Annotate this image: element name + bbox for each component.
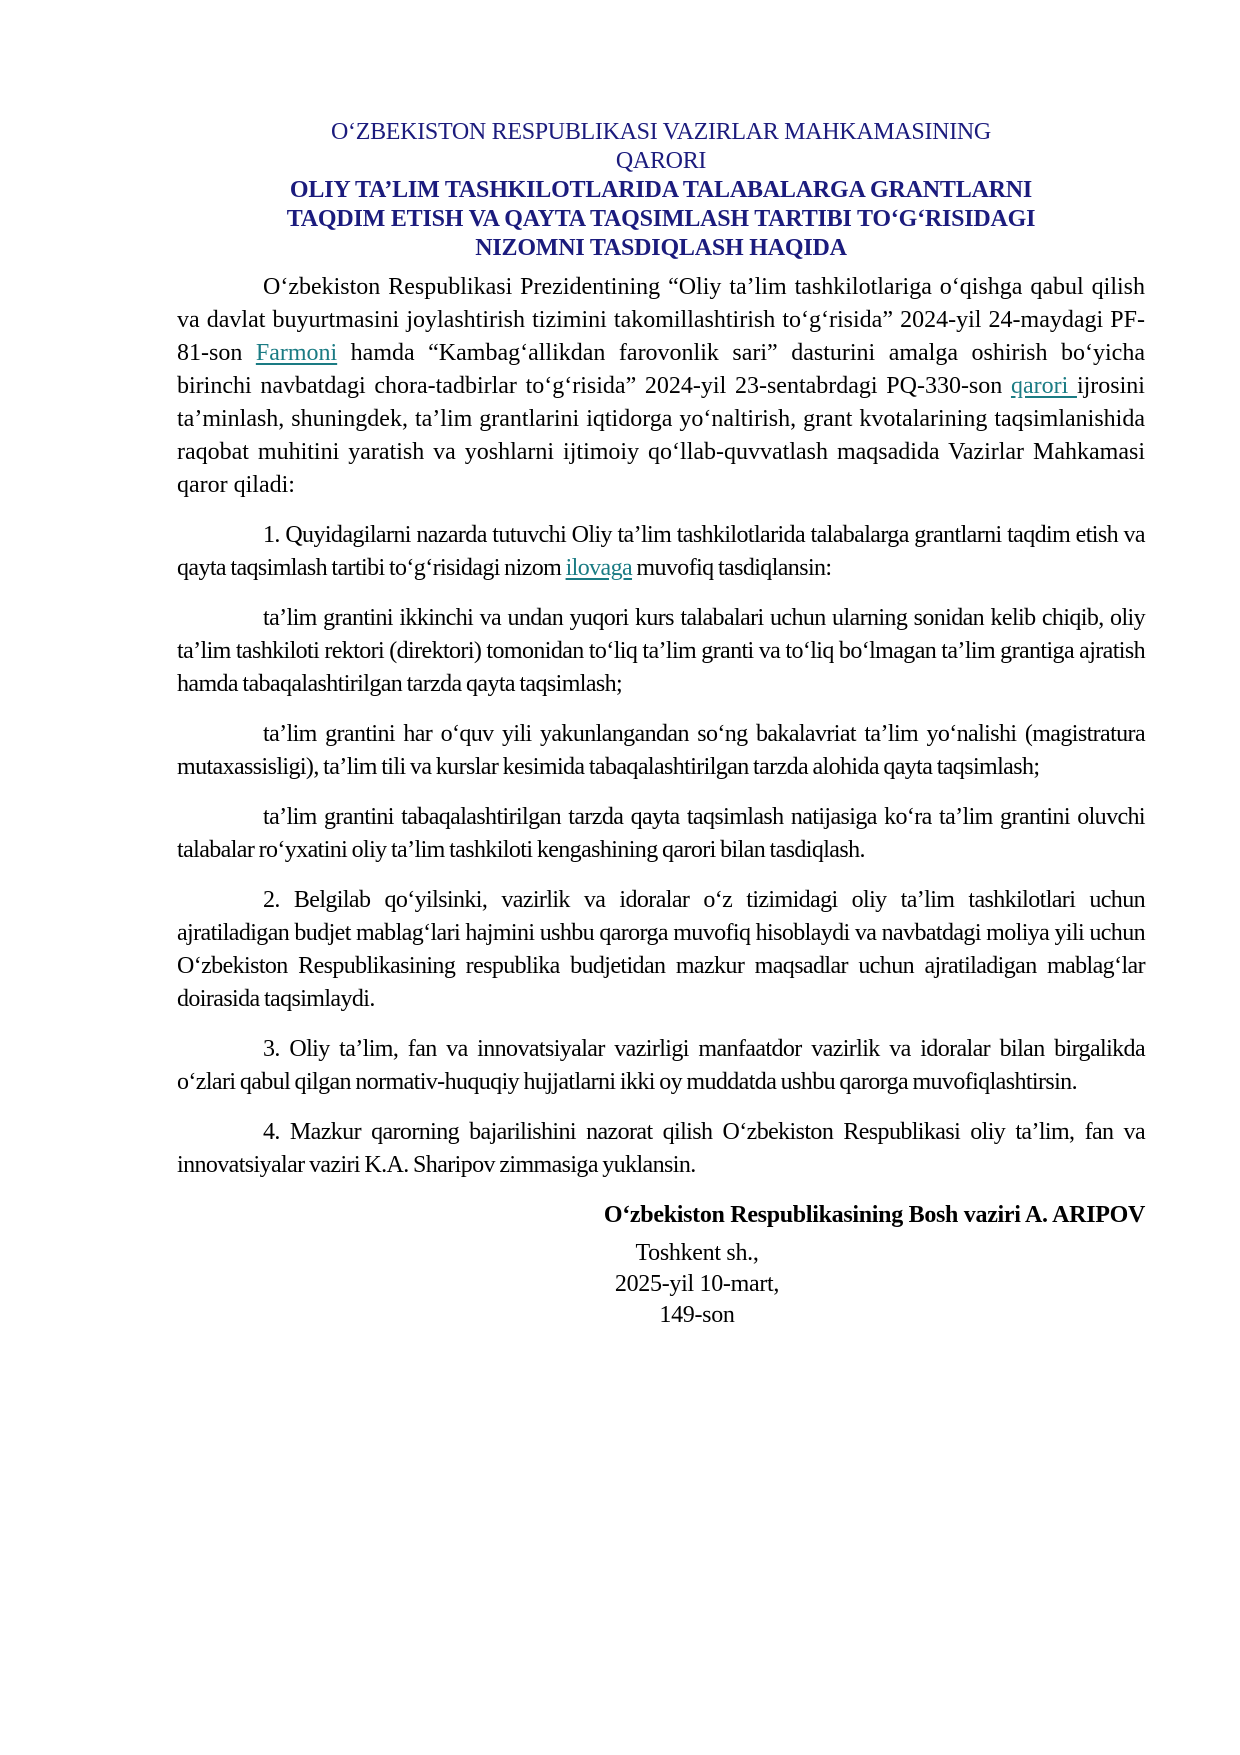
ilovaga-link[interactable]: ilovaga: [565, 555, 633, 581]
item-4-paragraph: 4. Mazkur qarorning bajarilishini nazorat qilish O‘zbekiston Respublikasi oliy ta’lim, fan va innovatsiyalar vaziri K.A. Sharipov zimmasiga yuklansin.: [177, 1119, 1145, 1178]
qarori-link[interactable]: qarori: [1010, 373, 1077, 399]
preamble-text-1: O‘zbekiston Respublikasi Prezidentining “Oliy ta’lim tashkilotlariga o‘qishga qabul qilish va davlat buyurtmasini joylashtirish tizimini takomillashtirish to‘g‘risida” 2024-yil 24-maydagi PF-81-son: [177, 274, 1145, 366]
preamble-text-3: ijrosini ta’minlash, shuningdek, ta’lim grantlarini iqtidorga yo‘naltirish, grant kvotalarining taqsimlanishida raqobat muhitini yaratish va yoshlarni ijtimoiy qo‘llab-quvvatlash maqsadida Vazirlar Mahkamasi qaror qiladi:: [177, 373, 1145, 498]
document-header: [177, 118, 1145, 263]
preamble-text-2: hamda “Kambag‘allikdan farovonlik sari” dasturini amalga oshirish bo‘yicha birinchi navbatdagi chora-tadbirlar to‘g‘risida” 2024-yil 23-sentabrdagi PQ-330-son: [177, 340, 1145, 399]
item-1-text-2: muvofiq tasdiqlansin:: [632, 555, 832, 581]
document-number: 149-son: [659, 1302, 735, 1328]
document-title-line-3: NIZOMNI TASDIQLASH HAQIDA: [475, 235, 847, 261]
document-type: QARORI: [615, 148, 707, 174]
item-1-paragraph: [177, 519, 1145, 585]
item-1-subpoint-2: ta’lim grantini har o‘quv yili yakunlangandan so‘ng bakalavriat ta’lim yo‘nalishi (magistratura mutaxassisligi), ta’lim tili va kurslar kesimida tabaqalashtirilgan tarzda alohida qayta taqsimlash;: [177, 721, 1145, 780]
document-footer: [547, 1238, 847, 1331]
date-of-issue: 2025-yil 10-mart,: [614, 1271, 780, 1297]
place-of-issue: Toshkent sh.,: [635, 1240, 759, 1266]
document-page: [177, 118, 1145, 1331]
issuer-line: O‘ZBEKISTON RESPUBLIKASI VAZIRLAR MAHKAMASINING: [331, 119, 991, 145]
item-2-paragraph: 2. Belgilab qo‘yilsinki, vazirlik va idoralar o‘z tizimidagi oliy ta’lim tashkilotlari uchun ajratiladigan budjet mablag‘lari hajmini ushbu qarorga muvofiq hisoblaydi va navbatdagi moliya yili uchun O‘zbekiston Respublikasining respublika budjetidan mazkur maqsadlar uchun ajratiladigan mablag‘lar doirasida taqsimlaydi.: [177, 887, 1145, 1012]
signature-line: O‘zbekiston Respublikasining Bosh vaziri A. ARIPOV: [603, 1202, 1145, 1228]
item-1-text-1: 1. Quyidagilarni nazarda tutuvchi Oliy ta’lim tashkilotlarida talabalarga grantlarni taqdim etish va qayta taqsimlash tartibi to‘g‘risidagi nizom: [177, 522, 1145, 581]
item-1-subpoint-1: ta’lim grantini ikkinchi va undan yuqori kurs talabalari uchun ularning sonidan kelib chiqib, oliy ta’lim tashkiloti rektori (direktori) tomonidan to‘liq ta’lim granti va to‘liq bo‘lmagan ta’lim grantiga ajratish hamda tabaqalashtirilgan tarzda qayta taqsimlash;: [177, 605, 1145, 697]
preamble-paragraph: [177, 271, 1145, 502]
document-title-line-1: OLIY TA’LIM TASHKILOTLARIDA TALABALARGA GRANTLARNI: [289, 177, 1033, 203]
item-1-subpoint-3: ta’lim grantini tabaqalashtirilgan tarzda qayta taqsimlash natijasiga ko‘ra ta’lim grantini oluvchi talabalar ro‘yxatini oliy ta’lim tashkiloti kengashining qarori bilan tasdiqlash.: [177, 804, 1145, 863]
farmoni-link[interactable]: Farmoni: [255, 340, 338, 366]
document-title-line-2: TAQDIM ETISH VA QAYTA TAQSIMLASH TARTIBI TO‘G‘RISIDAGI: [286, 206, 1036, 232]
item-3-paragraph: 3. Oliy ta’lim, fan va innovatsiyalar vazirligi manfaatdor vazirlik va idoralar bilan birgalikda o‘zlari qabul qilgan normativ-huquqiy hujjatlarni ikki oy muddatda ushbu qarorga muvofiqlashtirsin.: [177, 1036, 1145, 1095]
